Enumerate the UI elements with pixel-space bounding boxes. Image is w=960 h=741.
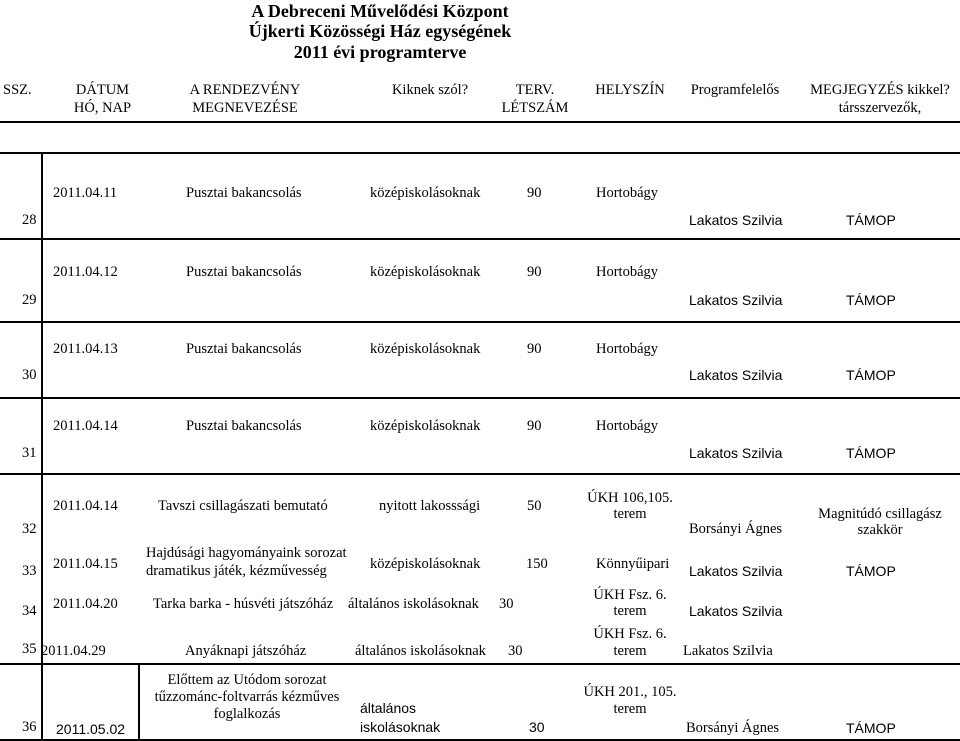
header-helyszin: HELYSZÍN [595, 82, 665, 98]
header-ssz: SSZ. [3, 82, 32, 98]
row-31-responsible: Lakatos Szilvia [689, 445, 783, 461]
row-30-name: Pusztai bakancsolás [186, 341, 302, 357]
header-kiknek: Kiknek szól? [391, 82, 469, 98]
header-rendezveny-2: MEGNEVEZÉSE [192, 100, 298, 116]
row-31-note: TÁMOP [846, 445, 896, 461]
row-28-date: 2011.04.11 [53, 185, 118, 201]
row-36-note: TÁMOP [846, 720, 896, 736]
rule-row [0, 152, 960, 154]
row-33-place: Könnyűipari [596, 556, 670, 572]
header-rendezveny-1: A RENDEZVÉNY [189, 82, 301, 98]
row-31-name: Pusztai bakancsolás [186, 418, 302, 434]
rule-row [0, 663, 960, 665]
row-30-date: 2011.04.13 [53, 341, 118, 357]
row-34-audience: általános iskolásoknak [348, 596, 479, 612]
header-megjegyzes-1: MEGJEGYZÉS kikkel? [810, 82, 950, 98]
row-30-place: Hortobágy [596, 341, 659, 357]
row-34-ssz: 34 [22, 603, 37, 619]
row-33-note: TÁMOP [846, 563, 896, 579]
row-36-audience-1: általános [360, 700, 417, 716]
row-28-count: 90 [527, 185, 542, 201]
row-31-ssz: 31 [22, 445, 37, 461]
rule-row [0, 321, 960, 323]
row-30-count: 90 [527, 341, 542, 357]
row-30-responsible: Lakatos Szilvia [689, 367, 783, 383]
row-33-ssz: 33 [22, 563, 37, 579]
row-35-place-1: ÚKH Fsz. 6. [593, 626, 667, 642]
row-35-ssz: 35 [22, 641, 37, 657]
row-34-date: 2011.04.20 [53, 596, 118, 612]
row-31-audience: középiskolásoknak [370, 418, 481, 434]
row-28-note: TÁMOP [846, 212, 896, 228]
row-33-count: 150 [526, 556, 548, 572]
row-32-date: 2011.04.14 [53, 498, 118, 514]
row-32-place-1: ÚKH 106,105. [587, 490, 673, 506]
row-32-responsible: Borsányi Ágnes [689, 521, 783, 537]
row-32-place-2: terem [613, 506, 647, 522]
row-35-place-2: terem [613, 643, 647, 659]
row-36-name-1: Előttem az Utódom sorozat [167, 672, 327, 688]
header-felelos: Programfelelős [690, 82, 780, 98]
row-29-name: Pusztai bakancsolás [186, 264, 302, 280]
row-28-responsible: Lakatos Szilvia [689, 212, 783, 228]
row-28-ssz: 28 [22, 212, 37, 228]
row-30-audience: középiskolásoknak [370, 341, 481, 357]
rule-row [0, 397, 960, 399]
row-31-place: Hortobágy [596, 418, 659, 434]
row-32-ssz: 32 [22, 521, 37, 537]
doc-title-line2: Újkerti Közösségi Ház egységének [248, 21, 512, 41]
row-29-audience: középiskolásoknak [370, 264, 481, 280]
row-30-note: TÁMOP [846, 367, 896, 383]
rule-header [0, 121, 960, 123]
row-30-ssz: 30 [22, 367, 37, 383]
row-29-date: 2011.04.12 [53, 264, 118, 280]
row-36-date: 2011.05.02 [56, 721, 126, 737]
row-29-place: Hortobágy [596, 264, 659, 280]
row-36-place-2: terem [613, 701, 647, 717]
row-34-place-1: ÚKH Fsz. 6. [593, 587, 667, 603]
row-34-name: Tarka barka - húsvéti játszóház [153, 596, 334, 612]
rule-row [0, 238, 960, 240]
doc-title-line3: 2011 évi programterve [293, 42, 467, 62]
row-35-date: 2011.04.29 [41, 643, 106, 659]
row-29-responsible: Lakatos Szilvia [689, 292, 783, 308]
row-32-count: 50 [527, 498, 542, 514]
row-33-name-1: Hajdúsági hagyományaink sorozat [146, 545, 347, 561]
row-34-count: 30 [499, 596, 514, 612]
row-32-note-2: szakkör [857, 522, 903, 538]
header-megjegyzes-2: társszervezők, [838, 100, 922, 116]
row-36-audience-2: iskolásoknak [360, 719, 441, 735]
row-32-name: Tavszi csillagászati bemutató [158, 498, 328, 514]
row-36-place-1: ÚKH 201., 105. [583, 684, 677, 700]
row-33-date: 2011.04.15 [53, 556, 118, 572]
row-28-audience: középiskolásoknak [370, 185, 481, 201]
row-36-ssz: 36 [22, 719, 37, 735]
row-29-count: 90 [527, 264, 542, 280]
row-36-count: 30 [529, 719, 545, 735]
row-36-name-3: foglalkozás [213, 706, 281, 722]
row-32-audience: nyitott lakosssági [379, 498, 481, 514]
row-34-place-2: terem [613, 603, 647, 619]
row-34-responsible: Lakatos Szilvia [689, 603, 783, 619]
doc-title-line1: A Debreceni Művelődési Központ [251, 1, 509, 21]
row-31-count: 90 [527, 418, 542, 434]
row-31-date: 2011.04.14 [53, 418, 118, 434]
header-terv-1: TERV. [515, 82, 555, 98]
row-35-name: Anyáknapi játszóház [185, 643, 307, 659]
row-33-audience: középiskolásoknak [370, 556, 481, 572]
header-datum-1: DÁTUM [75, 82, 130, 98]
row-32-note-1: Magnitúdó csillagász [818, 506, 942, 522]
row-29-note: TÁMOP [846, 292, 896, 308]
row-36-responsible: Borsányi Ágnes [686, 720, 780, 736]
row-29-ssz: 29 [22, 292, 37, 308]
rule-row [0, 473, 960, 475]
row-35-count: 30 [508, 643, 523, 659]
row-33-name-2: dramatikus játék, kézművesség [146, 563, 327, 579]
row-33-responsible: Lakatos Szilvia [689, 563, 783, 579]
row-36-name-2: tűzzománc-foltvarrás kézműves [154, 689, 340, 705]
row-28-place: Hortobágy [596, 185, 659, 201]
header-terv-2: LÉTSZÁM [501, 100, 569, 116]
row-35-responsible: Lakatos Szilvia [683, 643, 773, 659]
row-35-audience: általános iskolásoknak [355, 643, 486, 659]
row-28-name: Pusztai bakancsolás [186, 185, 302, 201]
header-datum-2: HÓ, NAP [73, 100, 132, 116]
